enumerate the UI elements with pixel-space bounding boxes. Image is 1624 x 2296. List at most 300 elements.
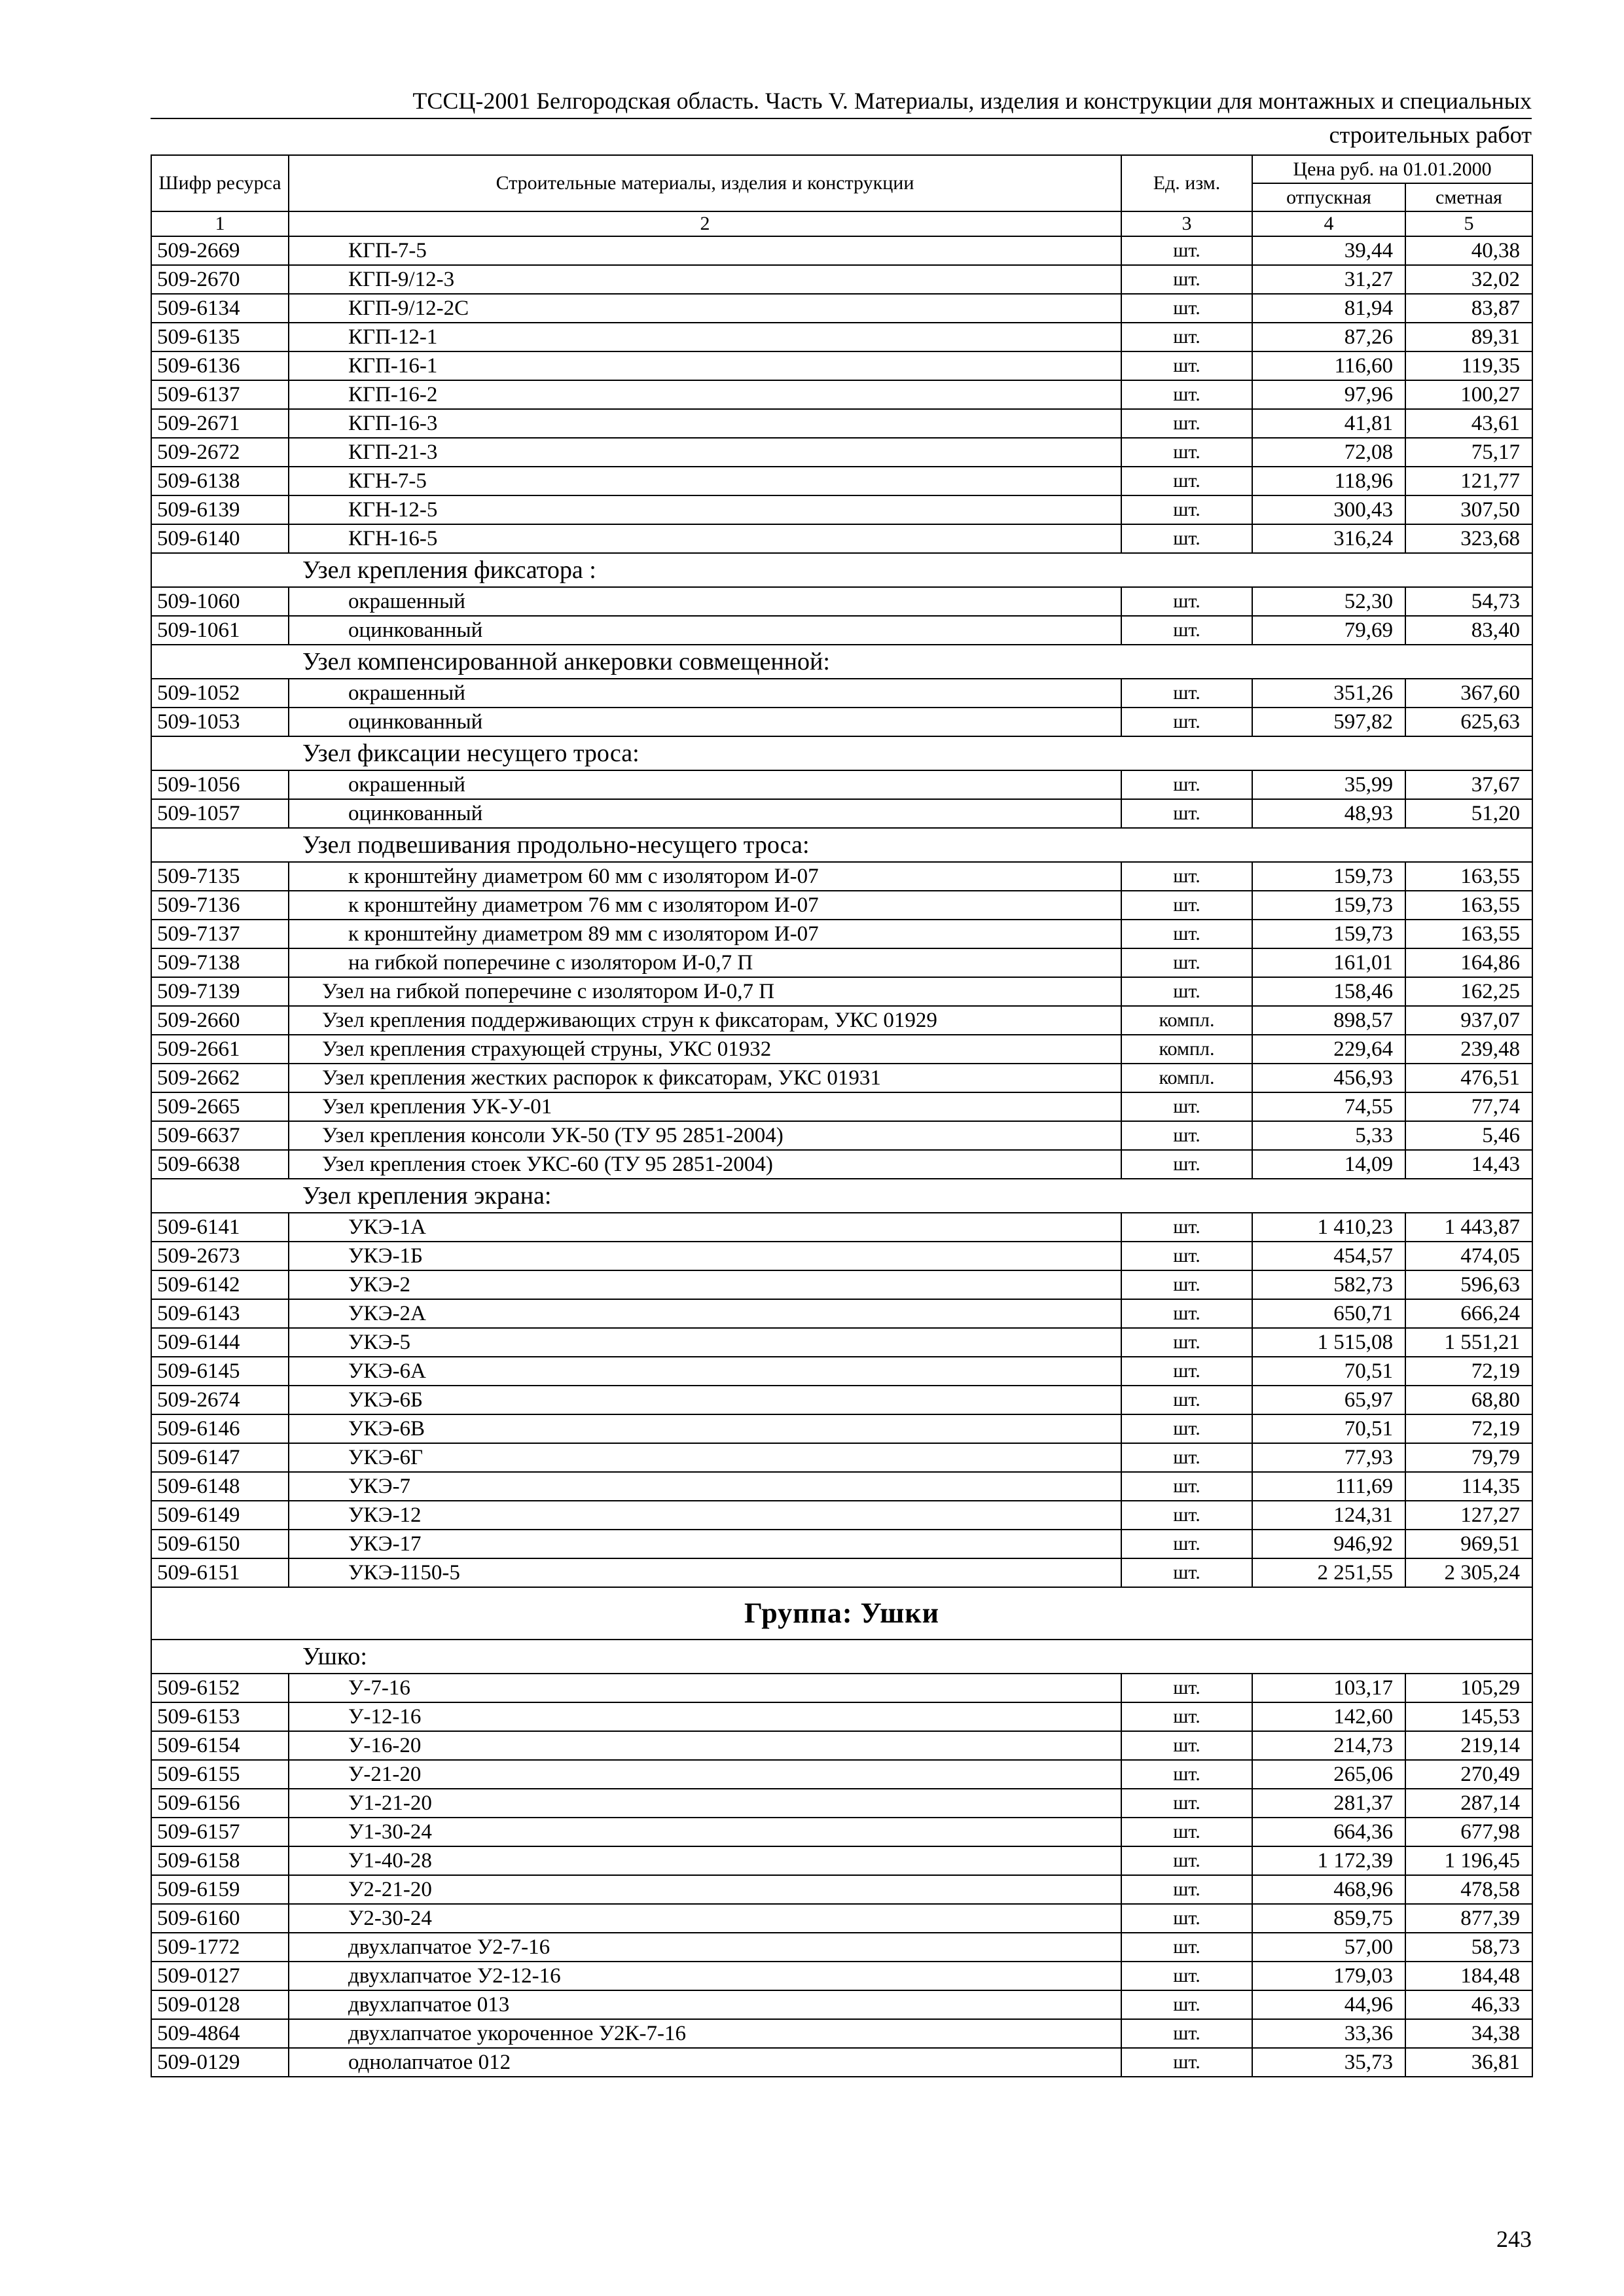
table-row [151, 1035, 1532, 1064]
material-name-cell: КГП-9/12-2С [289, 294, 1121, 323]
estimate-price-cell: 666,24 [1405, 1299, 1532, 1328]
estimate-price-cell: 37,67 [1405, 770, 1532, 799]
material-name-cell: двухлапчатое У2-12-16 [289, 1962, 1121, 1990]
table-row [151, 1006, 1532, 1035]
material-name-cell: окрашенный [289, 679, 1121, 708]
estimate-price-cell: 40,38 [1405, 236, 1532, 265]
release-price-cell: 351,26 [1252, 679, 1405, 708]
release-price-cell: 124,31 [1252, 1501, 1405, 1530]
material-name-cell: Узел крепления поддерживающих струн к фиксаторам, УКС 01929 [289, 1006, 1121, 1035]
material-name-cell: к кронштейну диаметром 89 мм с изолятором И-07 [289, 920, 1121, 948]
estimate-price-cell: 32,02 [1405, 265, 1532, 294]
resource-code-cell: 509-2671 [151, 409, 289, 438]
estimate-price-cell: 307,50 [1405, 495, 1532, 524]
resource-code-cell: 509-6637 [151, 1121, 289, 1150]
estimate-price-cell: 367,60 [1405, 679, 1532, 708]
estimate-price-cell: 184,48 [1405, 1962, 1532, 1990]
estimate-price-cell: 83,40 [1405, 616, 1532, 645]
material-name-cell: Узел крепления жестких распорок к фиксаторам, УКС 01931 [289, 1064, 1121, 1092]
material-name-cell: УКЭ-1150-5 [289, 1558, 1121, 1587]
release-price-cell: 65,97 [1252, 1386, 1405, 1414]
release-price-cell: 81,94 [1252, 294, 1405, 323]
unit-cell: шт. [1121, 1904, 1252, 1933]
resource-code-cell: 509-6140 [151, 524, 289, 553]
unit-cell: шт. [1121, 1530, 1252, 1558]
release-price-cell: 456,93 [1252, 1064, 1405, 1092]
section-heading: Узел компенсированной анкеровки совмещенной: [151, 645, 1532, 679]
header-title-line1: ТССЦ-2001 Белгородская область. Часть V. Материалы, изделия и конструкции для монтажных и специальных [412, 88, 1532, 114]
material-name-cell: У-12-16 [289, 1702, 1121, 1731]
estimate-price-cell: 596,63 [1405, 1270, 1532, 1299]
resource-code-cell: 509-6150 [151, 1530, 289, 1558]
col-number: 2 [289, 211, 1121, 236]
resource-code-cell: 509-6146 [151, 1414, 289, 1443]
header-title-line2: строительных работ [1329, 122, 1532, 148]
section-heading-row [151, 1179, 1532, 1213]
resource-code-cell: 509-2665 [151, 1092, 289, 1121]
page-number: 243 [1496, 2226, 1532, 2252]
material-name-cell: УКЭ-6В [289, 1414, 1121, 1443]
table-row [151, 1846, 1532, 1875]
release-price-cell: 44,96 [1252, 1990, 1405, 2019]
material-name-cell: двухлапчатое У2-7-16 [289, 1933, 1121, 1962]
section-heading: Узел подвешивания продольно-несущего троса: [151, 828, 1532, 862]
release-price-cell: 57,00 [1252, 1933, 1405, 1962]
unit-cell: шт. [1121, 862, 1252, 891]
material-name-cell: КГП-16-3 [289, 409, 1121, 438]
unit-cell: шт. [1121, 891, 1252, 920]
section-heading-row [151, 736, 1532, 770]
unit-cell: шт. [1121, 495, 1252, 524]
resource-code-cell: 509-7137 [151, 920, 289, 948]
material-name-cell: КГН-12-5 [289, 495, 1121, 524]
resource-code-cell: 509-2674 [151, 1386, 289, 1414]
table-row [151, 1789, 1532, 1818]
resource-code-cell: 509-6145 [151, 1357, 289, 1386]
resource-code-cell: 509-0129 [151, 2048, 289, 2077]
estimate-price-cell: 127,27 [1405, 1501, 1532, 1530]
resource-code-cell: 509-6137 [151, 380, 289, 409]
unit-cell: шт. [1121, 616, 1252, 645]
material-name-cell: УКЭ-17 [289, 1530, 1121, 1558]
table-row [151, 679, 1532, 708]
unit-cell: шт. [1121, 948, 1252, 977]
table-row [151, 323, 1532, 351]
material-name-cell: КГП-12-1 [289, 323, 1121, 351]
col-header-price: Цена руб. на 01.01.2000 [1252, 155, 1532, 183]
estimate-price-cell: 14,43 [1405, 1150, 1532, 1179]
section-heading-row [151, 645, 1532, 679]
col-header-unit: Ед. изм. [1121, 155, 1252, 211]
unit-cell: шт. [1121, 2048, 1252, 2077]
table-row [151, 1357, 1532, 1386]
table-row [151, 1472, 1532, 1501]
section-heading: Узел крепления фиксатора : [151, 553, 1532, 587]
table-row [151, 948, 1532, 977]
material-name-cell: оцинкованный [289, 799, 1121, 828]
release-price-cell: 582,73 [1252, 1270, 1405, 1299]
material-name-cell: оцинкованный [289, 708, 1121, 736]
group-heading: Группа: Ушки [151, 1587, 1532, 1640]
section-heading: Узел крепления экрана: [151, 1179, 1532, 1213]
estimate-price-cell: 163,55 [1405, 862, 1532, 891]
unit-cell: шт. [1121, 294, 1252, 323]
estimate-price-cell: 625,63 [1405, 708, 1532, 736]
estimate-price-cell: 34,38 [1405, 2019, 1532, 2048]
estimate-price-cell: 36,81 [1405, 2048, 1532, 2077]
release-price-cell: 229,64 [1252, 1035, 1405, 1064]
col-number: 4 [1252, 211, 1405, 236]
resource-code-cell: 509-6147 [151, 1443, 289, 1472]
release-price-cell: 265,06 [1252, 1760, 1405, 1789]
resource-code-cell: 509-6153 [151, 1702, 289, 1731]
resource-code-cell: 509-1060 [151, 587, 289, 616]
table-row [151, 1213, 1532, 1242]
material-name-cell: двухлапчатое укороченное У2К-7-16 [289, 2019, 1121, 2048]
resource-code-cell: 509-6138 [151, 467, 289, 495]
unit-cell: шт. [1121, 467, 1252, 495]
unit-cell: шт. [1121, 920, 1252, 948]
estimate-price-cell: 2 305,24 [1405, 1558, 1532, 1587]
release-price-cell: 72,08 [1252, 438, 1405, 467]
material-name-cell: КГП-7-5 [289, 236, 1121, 265]
table-row [151, 1933, 1532, 1962]
release-price-cell: 5,33 [1252, 1121, 1405, 1150]
section-heading-row [151, 1640, 1532, 1674]
resource-code-cell: 509-7136 [151, 891, 289, 920]
release-price-cell: 33,36 [1252, 2019, 1405, 2048]
material-name-cell: УКЭ-1А [289, 1213, 1121, 1242]
release-price-cell: 1 172,39 [1252, 1846, 1405, 1875]
release-price-cell: 87,26 [1252, 323, 1405, 351]
material-name-cell: УКЭ-6А [289, 1357, 1121, 1386]
estimate-price-cell: 1 443,87 [1405, 1213, 1532, 1242]
table-row [151, 1731, 1532, 1760]
material-name-cell: КГП-21-3 [289, 438, 1121, 467]
unit-cell: шт. [1121, 1299, 1252, 1328]
unit-cell: шт. [1121, 770, 1252, 799]
table-row [151, 1558, 1532, 1587]
estimate-price-cell: 164,86 [1405, 948, 1532, 977]
estimate-price-cell: 163,55 [1405, 891, 1532, 920]
material-name-cell: Узел крепления страхующей струны, УКС 01932 [289, 1035, 1121, 1064]
material-name-cell: КГН-7-5 [289, 467, 1121, 495]
table-row [151, 409, 1532, 438]
estimate-price-cell: 270,49 [1405, 1760, 1532, 1789]
material-name-cell: УКЭ-5 [289, 1328, 1121, 1357]
unit-cell: шт. [1121, 1731, 1252, 1760]
material-name-cell: окрашенный [289, 587, 1121, 616]
table-row [151, 1386, 1532, 1414]
unit-cell: компл. [1121, 1035, 1252, 1064]
table-row [151, 1414, 1532, 1443]
table-header-row [151, 155, 1532, 183]
resource-code-cell: 509-2661 [151, 1035, 289, 1064]
material-name-cell: У1-30-24 [289, 1818, 1121, 1846]
release-price-cell: 898,57 [1252, 1006, 1405, 1035]
table-row [151, 1328, 1532, 1357]
estimate-price-cell: 162,25 [1405, 977, 1532, 1006]
material-name-cell: УКЭ-6Г [289, 1443, 1121, 1472]
resource-code-cell: 509-1772 [151, 1933, 289, 1962]
table-row [151, 1530, 1532, 1558]
estimate-price-cell: 323,68 [1405, 524, 1532, 553]
release-price-cell: 316,24 [1252, 524, 1405, 553]
unit-cell: шт. [1121, 409, 1252, 438]
release-price-cell: 79,69 [1252, 616, 1405, 645]
table-row [151, 294, 1532, 323]
estimate-price-cell: 121,77 [1405, 467, 1532, 495]
release-price-cell: 1 515,08 [1252, 1328, 1405, 1357]
material-name-cell: двухлапчатое 013 [289, 1990, 1121, 2019]
estimate-price-cell: 145,53 [1405, 1702, 1532, 1731]
column-number-row [151, 211, 1532, 236]
release-price-cell: 39,44 [1252, 236, 1405, 265]
estimate-price-cell: 877,39 [1405, 1904, 1532, 1933]
resource-code-cell: 509-6152 [151, 1674, 289, 1702]
resource-code-cell: 509-6149 [151, 1501, 289, 1530]
estimate-price-cell: 58,73 [1405, 1933, 1532, 1962]
release-price-cell: 158,46 [1252, 977, 1405, 1006]
table-row [151, 616, 1532, 645]
estimate-price-cell: 68,80 [1405, 1386, 1532, 1414]
release-price-cell: 650,71 [1252, 1299, 1405, 1328]
material-name-cell: окрашенный [289, 770, 1121, 799]
release-price-cell: 14,09 [1252, 1150, 1405, 1179]
release-price-cell: 664,36 [1252, 1818, 1405, 1846]
estimate-price-cell: 476,51 [1405, 1064, 1532, 1092]
estimate-price-cell: 677,98 [1405, 1818, 1532, 1846]
table-row [151, 2048, 1532, 2077]
release-price-cell: 35,73 [1252, 2048, 1405, 2077]
release-price-cell: 142,60 [1252, 1702, 1405, 1731]
material-name-cell: оцинкованный [289, 616, 1121, 645]
unit-cell: шт. [1121, 1472, 1252, 1501]
unit-cell: шт. [1121, 1846, 1252, 1875]
release-price-cell: 70,51 [1252, 1357, 1405, 1386]
table-row [151, 1150, 1532, 1179]
resource-code-cell: 509-6158 [151, 1846, 289, 1875]
table-row [151, 1674, 1532, 1702]
estimate-price-cell: 163,55 [1405, 920, 1532, 948]
material-name-cell: УКЭ-2А [289, 1299, 1121, 1328]
resource-code-cell: 509-6160 [151, 1904, 289, 1933]
estimate-price-cell: 119,35 [1405, 351, 1532, 380]
release-price-cell: 31,27 [1252, 265, 1405, 294]
unit-cell: шт. [1121, 1414, 1252, 1443]
release-price-cell: 946,92 [1252, 1530, 1405, 1558]
unit-cell: шт. [1121, 1501, 1252, 1530]
unit-cell: шт. [1121, 799, 1252, 828]
unit-cell: шт. [1121, 1760, 1252, 1789]
resource-code-cell: 509-2669 [151, 236, 289, 265]
unit-cell: шт. [1121, 1213, 1252, 1242]
unit-cell: шт. [1121, 1933, 1252, 1962]
release-price-cell: 159,73 [1252, 891, 1405, 920]
col-header-price-estimate: сметная [1405, 183, 1532, 211]
resource-code-cell: 509-6143 [151, 1299, 289, 1328]
release-price-cell: 159,73 [1252, 920, 1405, 948]
resource-code-cell: 509-2662 [151, 1064, 289, 1092]
unit-cell: шт. [1121, 977, 1252, 1006]
col-number: 3 [1121, 211, 1252, 236]
estimate-price-cell: 89,31 [1405, 323, 1532, 351]
resource-code-cell: 509-6638 [151, 1150, 289, 1179]
release-price-cell: 77,93 [1252, 1443, 1405, 1472]
resource-code-cell: 509-7138 [151, 948, 289, 977]
table-row [151, 1760, 1532, 1789]
resource-code-cell: 509-6139 [151, 495, 289, 524]
resource-code-cell: 509-6135 [151, 323, 289, 351]
col-header-price-release: отпускная [1252, 183, 1405, 211]
unit-cell: шт. [1121, 587, 1252, 616]
unit-cell: шт. [1121, 1150, 1252, 1179]
unit-cell: шт. [1121, 438, 1252, 467]
estimate-price-cell: 79,79 [1405, 1443, 1532, 1472]
unit-cell: шт. [1121, 1386, 1252, 1414]
unit-cell: шт. [1121, 708, 1252, 736]
unit-cell: компл. [1121, 1006, 1252, 1035]
table-row [151, 862, 1532, 891]
table-row [151, 1962, 1532, 1990]
table-row [151, 236, 1532, 265]
material-name-cell: Узел крепления консоли УК-50 (ТУ 95 2851-2004) [289, 1121, 1121, 1150]
table-row [151, 495, 1532, 524]
unit-cell: шт. [1121, 1328, 1252, 1357]
resource-code-cell: 509-6159 [151, 1875, 289, 1904]
estimate-price-cell: 105,29 [1405, 1674, 1532, 1702]
col-number: 1 [151, 211, 289, 236]
col-number: 5 [1405, 211, 1532, 236]
unit-cell: шт. [1121, 1270, 1252, 1299]
section-heading: Узел фиксации несущего троса: [151, 736, 1532, 770]
material-name-cell: Узел крепления УК-У-01 [289, 1092, 1121, 1121]
table-row [151, 524, 1532, 553]
release-price-cell: 70,51 [1252, 1414, 1405, 1443]
estimate-price-cell: 43,61 [1405, 409, 1532, 438]
release-price-cell: 468,96 [1252, 1875, 1405, 1904]
table-row [151, 1818, 1532, 1846]
resource-code-cell: 509-6141 [151, 1213, 289, 1242]
release-price-cell: 214,73 [1252, 1731, 1405, 1760]
estimate-price-cell: 114,35 [1405, 1472, 1532, 1501]
table-row [151, 1092, 1532, 1121]
resource-code-cell: 509-1052 [151, 679, 289, 708]
running-header [151, 85, 1532, 148]
estimate-price-cell: 5,46 [1405, 1121, 1532, 1150]
unit-cell: шт. [1121, 1443, 1252, 1472]
section-heading: Ушко: [151, 1640, 1532, 1674]
section-heading-row [151, 828, 1532, 862]
table-row [151, 799, 1532, 828]
table-row [151, 1242, 1532, 1270]
resource-code-cell: 509-6142 [151, 1270, 289, 1299]
release-price-cell: 859,75 [1252, 1904, 1405, 1933]
resource-code-cell: 509-2673 [151, 1242, 289, 1270]
unit-cell: шт. [1121, 265, 1252, 294]
unit-cell: шт. [1121, 1357, 1252, 1386]
unit-cell: шт. [1121, 1242, 1252, 1270]
unit-cell: шт. [1121, 1990, 1252, 2019]
resource-code-cell: 509-2672 [151, 438, 289, 467]
estimate-price-cell: 75,17 [1405, 438, 1532, 467]
release-price-cell: 1 410,23 [1252, 1213, 1405, 1242]
material-name-cell: КГП-16-2 [289, 380, 1121, 409]
header-rule [151, 118, 1532, 119]
table-row [151, 770, 1532, 799]
material-name-cell: УКЭ-6Б [289, 1386, 1121, 1414]
release-price-cell: 103,17 [1252, 1674, 1405, 1702]
table-row [151, 1443, 1532, 1472]
unit-cell: шт. [1121, 1789, 1252, 1818]
unit-cell: шт. [1121, 323, 1252, 351]
material-name-cell: У2-30-24 [289, 1904, 1121, 1933]
resource-code-cell: 509-6157 [151, 1818, 289, 1846]
table-row [151, 351, 1532, 380]
estimate-price-cell: 54,73 [1405, 587, 1532, 616]
estimate-price-cell: 72,19 [1405, 1357, 1532, 1386]
release-price-cell: 2 251,55 [1252, 1558, 1405, 1587]
table-row [151, 438, 1532, 467]
release-price-cell: 118,96 [1252, 467, 1405, 495]
resource-code-cell: 509-6155 [151, 1760, 289, 1789]
table-row [151, 1064, 1532, 1092]
material-name-cell: У1-21-20 [289, 1789, 1121, 1818]
unit-cell: шт. [1121, 1558, 1252, 1587]
unit-cell: шт. [1121, 380, 1252, 409]
table-row [151, 265, 1532, 294]
material-name-cell: к кронштейну диаметром 76 мм с изолятором И-07 [289, 891, 1121, 920]
table-row [151, 1501, 1532, 1530]
estimate-price-cell: 1 196,45 [1405, 1846, 1532, 1875]
table-row [151, 708, 1532, 736]
table-row [151, 891, 1532, 920]
resource-code-cell: 509-0128 [151, 1990, 289, 2019]
resource-code-cell: 509-7135 [151, 862, 289, 891]
material-name-cell: УКЭ-12 [289, 1501, 1121, 1530]
table-row [151, 467, 1532, 495]
estimate-price-cell: 474,05 [1405, 1242, 1532, 1270]
estimate-price-cell: 969,51 [1405, 1530, 1532, 1558]
unit-cell: компл. [1121, 1064, 1252, 1092]
material-name-cell: У-21-20 [289, 1760, 1121, 1789]
release-price-cell: 111,69 [1252, 1472, 1405, 1501]
resource-code-cell: 509-1053 [151, 708, 289, 736]
unit-cell: шт. [1121, 1674, 1252, 1702]
estimate-price-cell: 1 551,21 [1405, 1328, 1532, 1357]
material-name-cell: У2-21-20 [289, 1875, 1121, 1904]
release-price-cell: 281,37 [1252, 1789, 1405, 1818]
resource-code-cell: 509-6144 [151, 1328, 289, 1357]
material-name-cell: КГН-16-5 [289, 524, 1121, 553]
table-row [151, 1875, 1532, 1904]
resource-code-cell: 509-6156 [151, 1789, 289, 1818]
estimate-price-cell: 219,14 [1405, 1731, 1532, 1760]
resource-code-cell: 509-4864 [151, 2019, 289, 2048]
estimate-price-cell: 937,07 [1405, 1006, 1532, 1035]
unit-cell: шт. [1121, 236, 1252, 265]
resource-code-cell: 509-6148 [151, 1472, 289, 1501]
release-price-cell: 35,99 [1252, 770, 1405, 799]
unit-cell: шт. [1121, 524, 1252, 553]
release-price-cell: 97,96 [1252, 380, 1405, 409]
release-price-cell: 41,81 [1252, 409, 1405, 438]
resource-code-cell: 509-7139 [151, 977, 289, 1006]
estimate-price-cell: 51,20 [1405, 799, 1532, 828]
estimate-price-cell: 287,14 [1405, 1789, 1532, 1818]
table-row [151, 2019, 1532, 2048]
resource-code-cell: 509-6136 [151, 351, 289, 380]
